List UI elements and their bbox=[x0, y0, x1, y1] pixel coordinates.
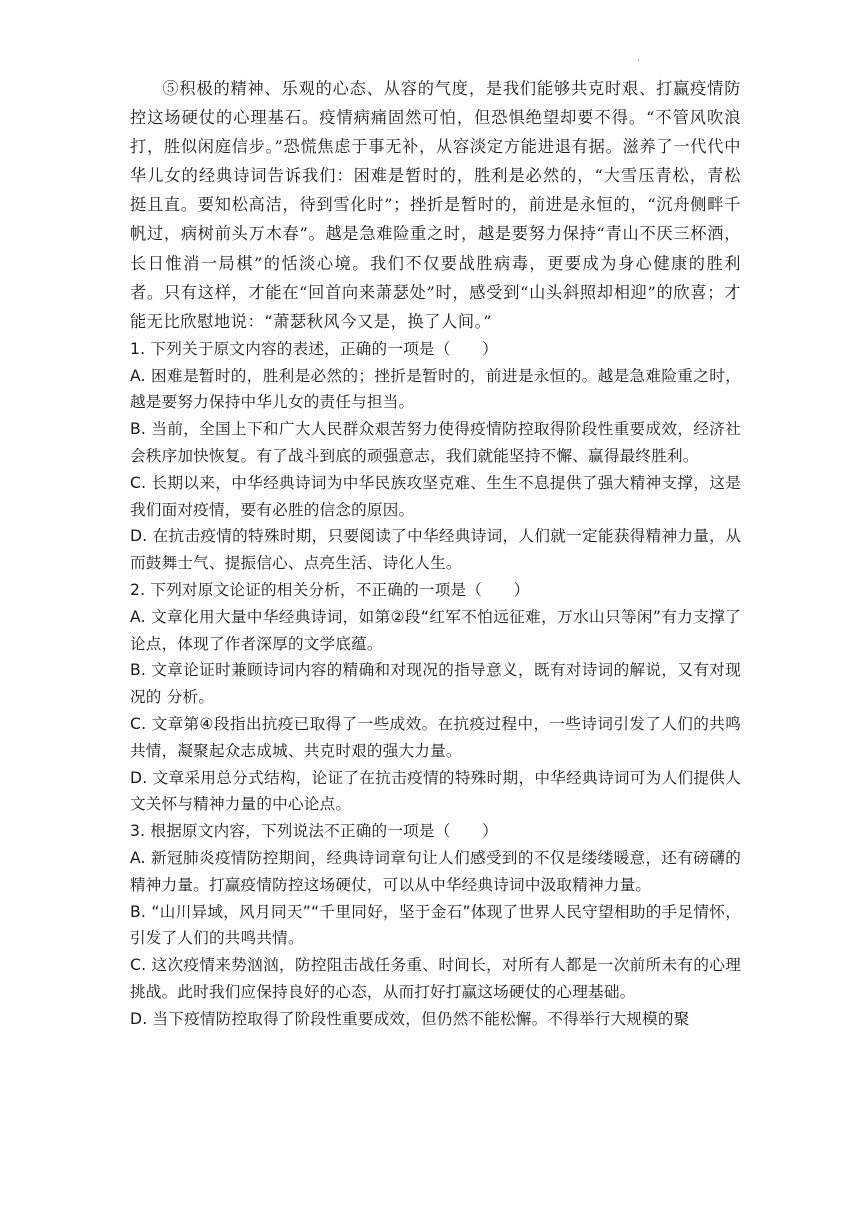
question-2-option-a: A. 文章化用大量中华经典诗词，如第②段“红军不怕远征难，万水山只等闲”有力支撑了论点，体现了作者深厚的文学底蕴。 bbox=[130, 607, 741, 653]
question-2-stem: 2. 下列对原文论证的相关分析，不正确的一项是（ ） bbox=[130, 581, 530, 600]
question-1-stem: 1. 下列关于原文内容的表述，正确的一项是（ ） bbox=[130, 339, 498, 358]
question-1-option-b: B. 当前，全国上下和广大人民群众艰苦努力使得疫情防控取得阶段性重要成效，经济社会秩序加快恢复。有了战斗到底的顽强意志，我们就能坚持不懈、赢得最终胜利。 bbox=[130, 420, 741, 466]
question-3-option-b: B. “山川异域，风月同天”“千里同好，坚于金石”体现了世界人民守望相助的手足情怀，引发了人们的共鸣共情。 bbox=[130, 902, 741, 948]
question-3-option-d: D. 当下疫情防控取得了阶段性重要成效，但仍然不能松懈。不得举行大规模的聚 bbox=[130, 1009, 690, 1028]
passage-paragraph-5: ⑤积极的精神、乐观的心态、从容的气度，是我们能够共克时艰、打赢疫情防控这场硬仗的心理基石。疫情病痛固然可怕，但恐惧绝望却要不得。“不管风吹浪打，胜似闲庭信步。”恐慌焦虑于事无补，从容淡定方能进退有据。滋养了一代代中华儿女的经典诗词告诉我们：困难是暂时的，胜利是必然的，“大雪压青松，青松挺且直。要知松高洁，待到雪化时”；挫折是暂时的，前进是永恒的，“沉舟侧畔千帆过，病树前头万木春”。越是急难险重之时，越是要努力保持“青山不厌三杯酒，长日惟消一局棋”的恬淡心境。我们不仅要战胜病毒，更要成为身心健康的胜利者。只有这样，才能在“回首向来萧瑟处”时，感受到“山头斜照却相迎”的欣喜；才能无比欣慰地说：“萧瑟秋风今又是，换了人间。” bbox=[130, 79, 741, 331]
question-3-stem: 3. 根据原文内容，下列说法不正确的一项是（ ） bbox=[130, 822, 498, 841]
corner-mark: · bbox=[637, 56, 641, 67]
question-1-option-d: D. 在抗击疫情的特殊时期，只要阅读了中华经典诗词，人们就一定能获得精神力量，从而鼓舞士气、提振信心、点亮生活、诗化人生。 bbox=[130, 527, 741, 573]
document-content bbox=[130, 74, 741, 1033]
question-2-option-d: D. 文章采用总分式结构，论证了在抗击疫情的特殊时期，中华经典诗词可为人们提供人文关怀与精神力量的中心论点。 bbox=[130, 768, 741, 814]
question-1-option-a: A. 困难是暂时的，胜利是必然的；挫折是暂时的，前进是永恒的。越是急难险重之时，越是要努力保持中华儿女的责任与担当。 bbox=[130, 366, 741, 412]
question-1-option-c: C. 长期以来，中华经典诗词为中华民族攻坚克难、生生不息提供了强大精神支撑，这是我们面对疫情，要有必胜的信念的原因。 bbox=[130, 473, 741, 519]
question-2-option-b: B. 文章论证时兼顾诗词内容的精确和对现况的指导意义，既有对诗词的解说，又有对现况的 分析。 bbox=[130, 661, 741, 707]
question-3-option-c: C. 这次疫情来势汹汹，防控阻击战任务重、时间长，对所有人都是一次前所未有的心理挑战。此时我们应保持良好的心态，从而打好打赢这场硬仗的心理基础。 bbox=[130, 956, 741, 1001]
question-3-option-a: A. 新冠肺炎疫情防控期间，经典诗词章句让人们感受到的不仅是缕缕暖意，还有磅礴的精神力量。打赢疫情防控这场硬仗，可以从中华经典诗词中汲取精神力量。 bbox=[130, 848, 741, 894]
question-2-option-c: C. 文章第④段指出抗疫已取得了一些成效。在抗疫过程中，一些诗词引发了人们的共鸣共情，凝聚起众志成城、共克时艰的强大力量。 bbox=[130, 715, 741, 760]
